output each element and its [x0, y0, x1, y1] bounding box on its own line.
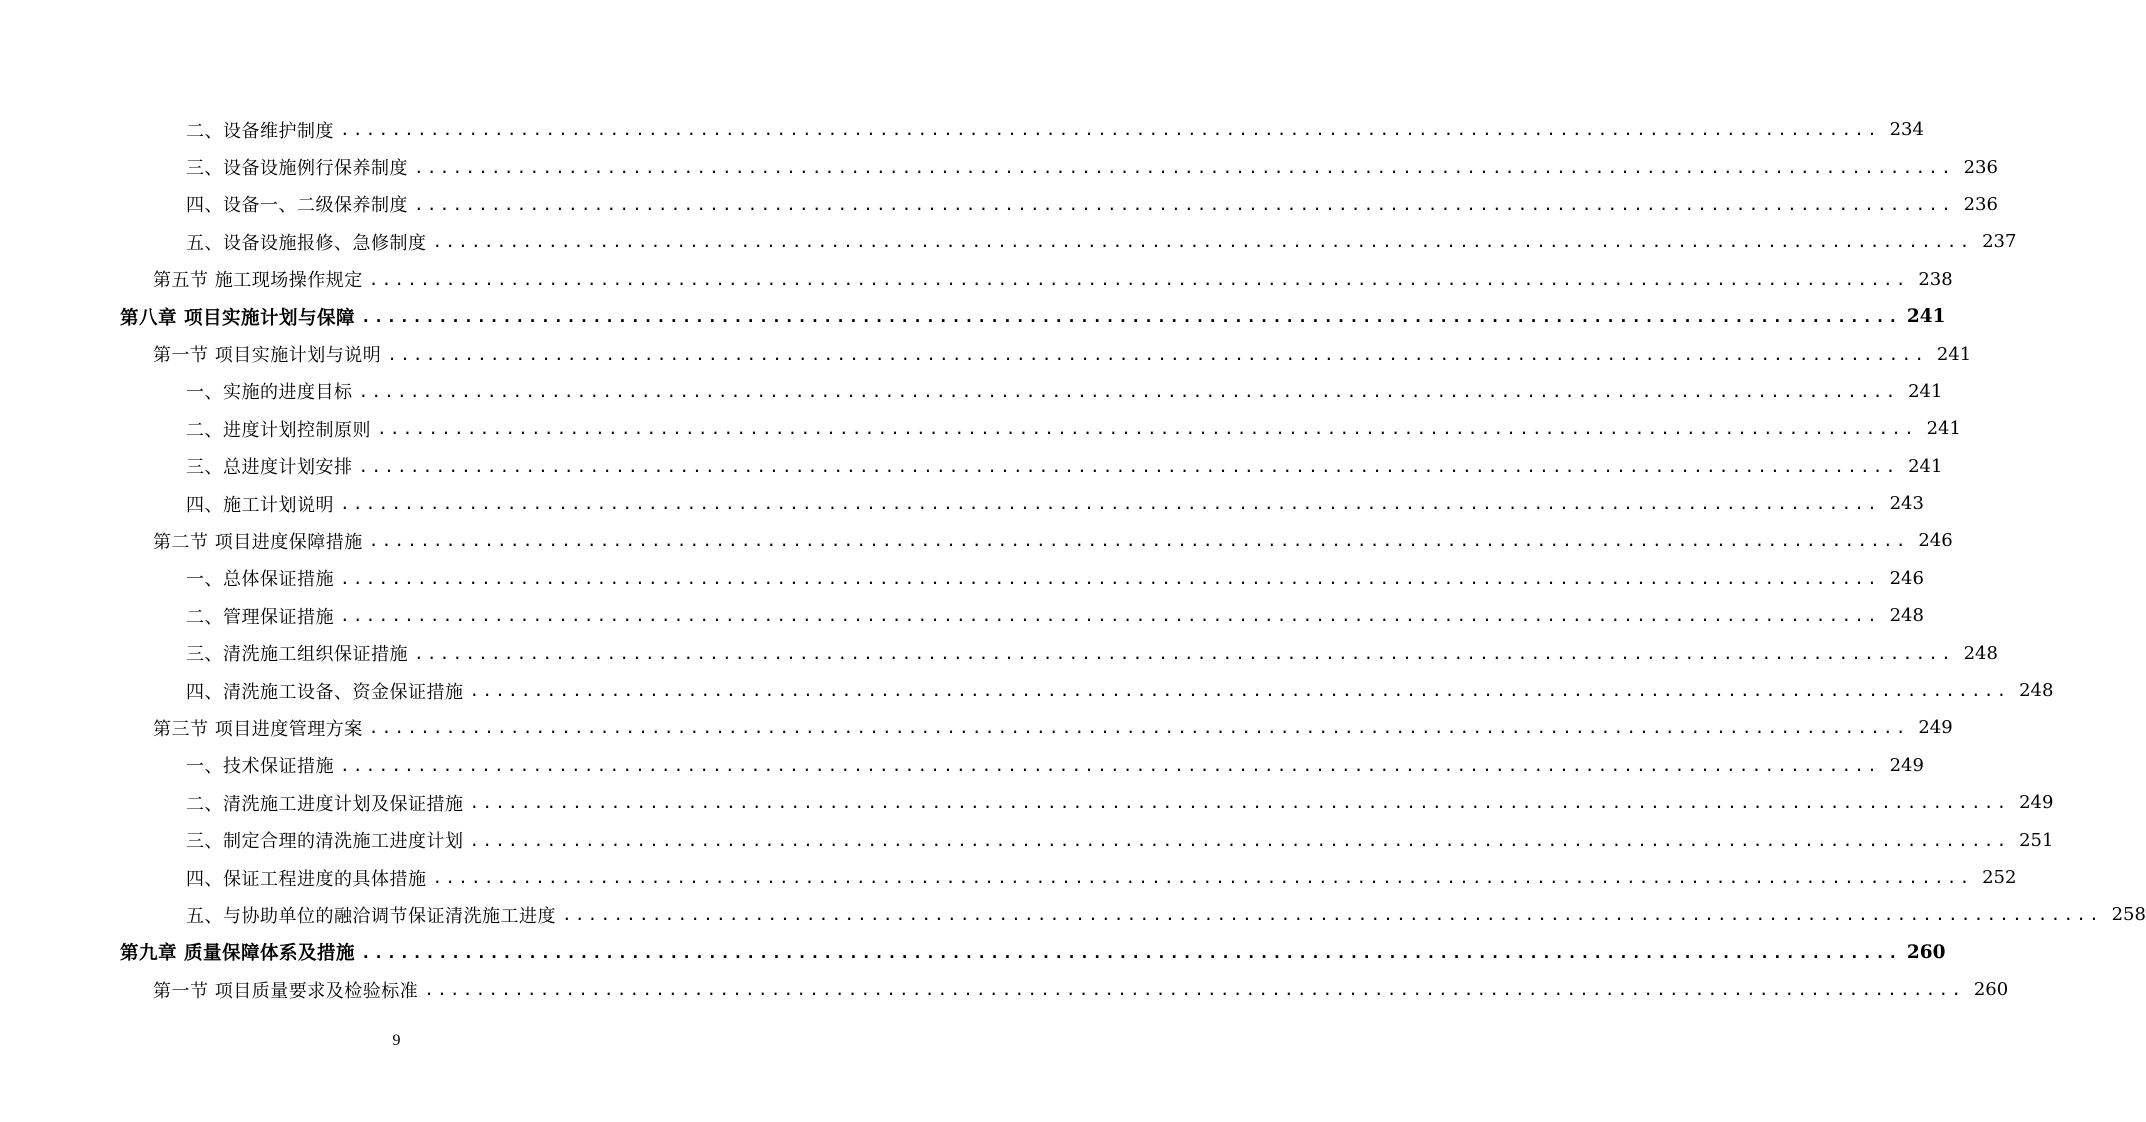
- toc-entry-page: 252: [1982, 867, 2017, 888]
- toc-entry-page: 241: [1936, 343, 1972, 365]
- toc-entry[interactable]: [0, 148, 1998, 185]
- toc-entry-label: 二、设备维护制度: [186, 120, 334, 142]
- toc-entry-page: 236: [1963, 193, 1998, 215]
- toc-entry-page: 248: [1963, 642, 1998, 664]
- toc-entry-label: 一、技术保证措施: [186, 756, 334, 778]
- toc-entry-label: 第八章 项目实施计划与保障: [120, 307, 355, 329]
- dot-leader: ........................................................................................................................: [368, 718, 1909, 738]
- toc-entry-page: 249: [2019, 792, 2054, 814]
- toc-chapter-entry[interactable]: [0, 298, 1946, 335]
- dot-leader: ........................................................................................................................: [387, 344, 1928, 364]
- toc-entry-page: 241: [1926, 418, 1961, 440]
- dot-leader: ........................................................................................................................: [414, 157, 1954, 177]
- toc-entry-page: 241: [1908, 380, 1943, 402]
- toc-entry-page: 234: [1889, 119, 1924, 141]
- toc-entry-label: 三、清洗施工组织保证措施: [186, 644, 408, 666]
- toc-entry-page: 249: [1918, 717, 1953, 739]
- toc-entry[interactable]: [0, 784, 2054, 821]
- dot-leader: ........................................................................................................................: [562, 905, 2102, 925]
- toc-entry-label: 二、进度计划控制原则: [186, 419, 371, 441]
- toc-entry-label: 第五节 施工现场操作规定: [153, 270, 363, 292]
- toc-chapter-entry[interactable]: [0, 934, 1946, 971]
- toc-entry-label: 五、设备设施报修、急修制度: [186, 232, 427, 254]
- toc-entry-label: 二、清洗施工进度计划及保证措施: [186, 793, 464, 815]
- dot-leader: ........................................................................................................................: [340, 494, 1880, 514]
- toc-entry-label: 三、制定合理的清洗施工进度计划: [186, 831, 464, 853]
- toc-section-entry[interactable]: [0, 335, 1972, 372]
- toc-entry[interactable]: [0, 560, 1924, 597]
- toc-entry-label: 一、总体保证措施: [186, 569, 334, 591]
- toc-entry-label: 四、施工计划说明: [186, 494, 334, 516]
- toc-entry[interactable]: [0, 373, 1943, 410]
- toc-entry-label: 第一节 项目实施计划与说明: [153, 345, 382, 367]
- toc-entry-page: 241: [1908, 455, 1943, 477]
- toc-section-entry[interactable]: [0, 261, 1953, 298]
- toc-entry-page: 249: [1889, 754, 1924, 776]
- dot-leader: ........................................................................................................................: [340, 568, 1880, 588]
- toc-entry[interactable]: [0, 448, 1943, 485]
- table-of-contents: [0, 111, 2146, 1008]
- dot-leader: ........................................................................................................................: [469, 681, 2010, 701]
- toc-entry-label: 第三节 项目进度管理方案: [153, 718, 363, 740]
- toc-entry[interactable]: [0, 859, 2017, 896]
- toc-entry[interactable]: [0, 485, 1924, 522]
- toc-entry-page: 260: [1973, 979, 2009, 1001]
- toc-entry-label: 四、保证工程进度的具体措施: [186, 868, 427, 890]
- toc-entry[interactable]: [0, 672, 2054, 709]
- dot-leader: ........................................................................................................................: [432, 868, 1973, 887]
- toc-entry[interactable]: [0, 223, 2017, 260]
- toc-entry-label: 五、与协助单位的融洽调节保证清洗施工进度: [186, 905, 556, 927]
- dot-leader: ........................................................................................................................: [368, 269, 1909, 289]
- dot-leader: ........................................................................................................................: [469, 793, 2010, 813]
- dot-leader: ........................................................................................................................: [424, 980, 1965, 1000]
- toc-entry[interactable]: [0, 896, 2146, 933]
- toc-entry-page: 248: [1889, 605, 1924, 627]
- toc-entry-label: 第二节 项目进度保障措施: [153, 531, 363, 553]
- toc-entry[interactable]: [0, 747, 1924, 784]
- toc-entry-label: 一、实施的进度目标: [186, 382, 353, 404]
- toc-entry[interactable]: [0, 111, 1924, 148]
- dot-leader: ........................................................................................................................: [340, 606, 1880, 626]
- toc-entry-label: 四、清洗施工设备、资金保证措施: [186, 681, 464, 703]
- toc-entry-page: 241: [1906, 306, 1946, 328]
- toc-entry-page: 243: [1889, 493, 1924, 515]
- toc-entry-label: 二、管理保证措施: [186, 606, 334, 628]
- dot-leader: ........................................................................................................................: [358, 381, 1899, 401]
- toc-entry-label: 三、设备设施例行保养制度: [186, 158, 408, 180]
- dot-leader: ........................................................................................................................: [360, 307, 1901, 327]
- dot-leader: ........................................................................................................................: [414, 643, 1954, 663]
- dot-leader: ........................................................................................................................: [358, 456, 1899, 476]
- toc-entry-page: 238: [1918, 268, 1953, 290]
- dot-leader: ........................................................................................................................: [340, 755, 1880, 775]
- toc-entry-label: 第九章 质量保障体系及措施: [120, 943, 355, 965]
- toc-entry-label: 三、总进度计划安排: [186, 457, 353, 479]
- toc-section-entry[interactable]: [0, 522, 1953, 559]
- toc-entry-page: 260: [1906, 941, 1946, 963]
- toc-entry[interactable]: [0, 410, 1961, 447]
- page-number: 9: [392, 1032, 401, 1049]
- toc-entry-page: 237: [1982, 231, 2017, 253]
- toc-entry-page: 248: [2019, 680, 2054, 702]
- toc-section-entry[interactable]: [0, 971, 2009, 1008]
- dot-leader: ........................................................................................................................: [432, 232, 1973, 252]
- toc-entry[interactable]: [0, 634, 1998, 671]
- toc-entry[interactable]: [0, 186, 1998, 223]
- toc-entry[interactable]: [0, 597, 1924, 634]
- toc-entry-page: 258: [2111, 904, 2146, 926]
- dot-leader: ........................................................................................................................: [368, 531, 1909, 551]
- toc-entry-page: 246: [1918, 530, 1953, 552]
- toc-entry[interactable]: [0, 821, 2054, 858]
- toc-entry-page: 236: [1963, 156, 1998, 178]
- dot-leader: ........................................................................................................................: [340, 120, 1880, 140]
- toc-section-entry[interactable]: [0, 709, 1953, 746]
- toc-entry-page: 251: [2019, 829, 2054, 851]
- dot-leader: ........................................................................................................................: [360, 942, 1901, 962]
- dot-leader: ........................................................................................................................: [377, 419, 1917, 439]
- dot-leader: ........................................................................................................................: [414, 194, 1954, 214]
- dot-leader: ........................................................................................................................: [469, 830, 2010, 850]
- toc-entry-page: 246: [1889, 567, 1924, 589]
- toc-entry-label: 第一节 项目质量要求及检验标准: [153, 980, 419, 1002]
- toc-entry-label: 四、设备一、二级保养制度: [186, 195, 408, 217]
